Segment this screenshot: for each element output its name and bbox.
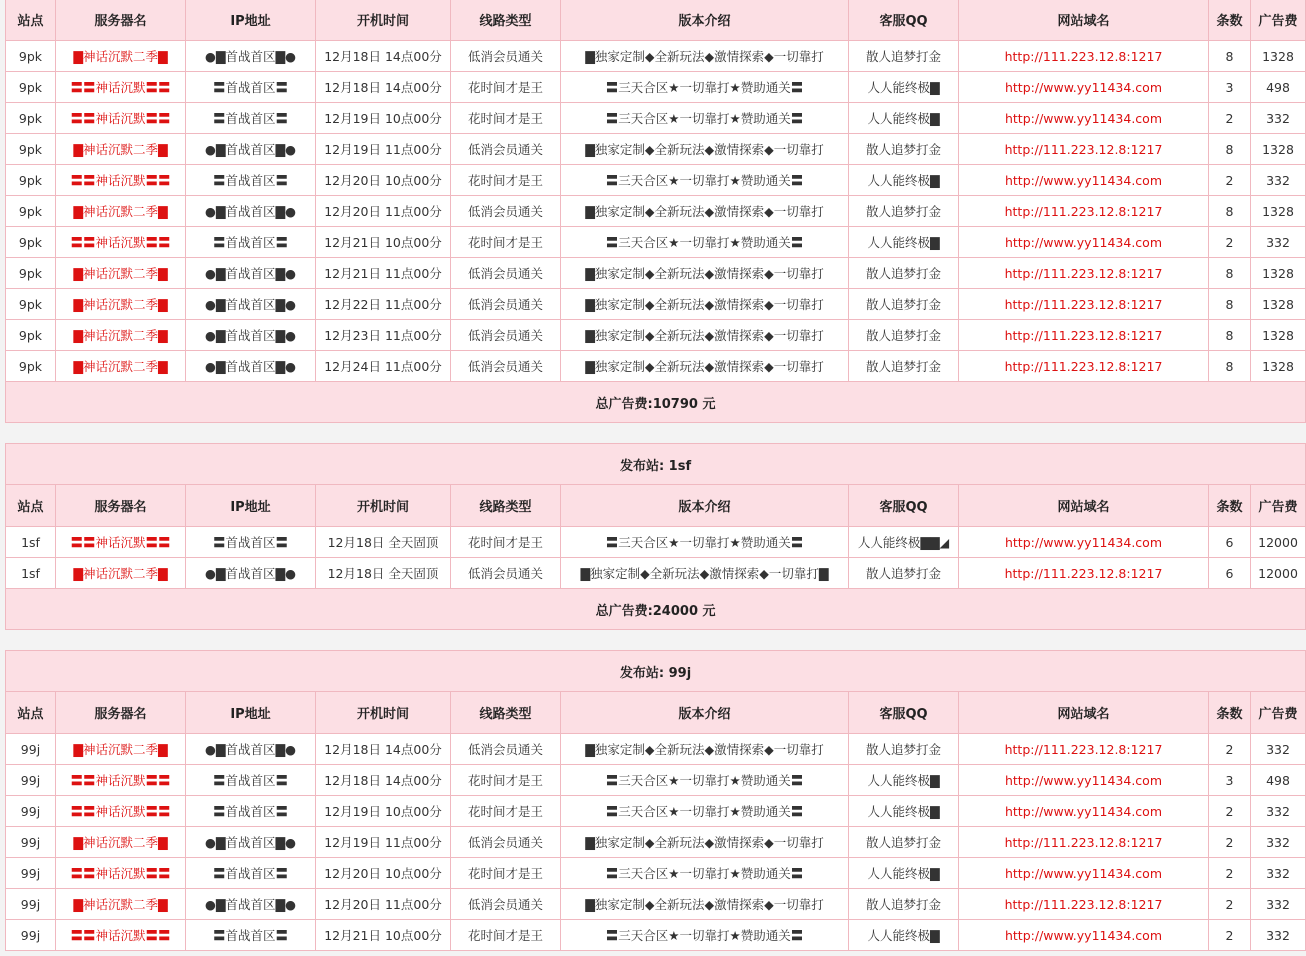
website-link[interactable]: http://www.yy11434.com [959, 796, 1209, 827]
service-qq-cell: 人人能终极▇ [849, 765, 959, 796]
server-name-cell[interactable]: 〓〓神话沉默〓〓 [56, 920, 186, 951]
version-intro-cell: ▇独家定制◆全新玩法◆激情探索◆一切靠打 [561, 734, 849, 765]
website-link[interactable]: http://111.223.12.8:1217 [959, 41, 1209, 72]
website-link[interactable]: http://111.223.12.8:1217 [959, 827, 1209, 858]
service-qq-cell: 人人能终极▇ [849, 858, 959, 889]
station-title: 发布站: 1sf [6, 444, 1306, 485]
count-cell: 2 [1209, 165, 1251, 196]
line-type-cell: 低消会员通关 [451, 134, 561, 165]
count-cell: 2 [1209, 858, 1251, 889]
ad-fee-cell: 332 [1251, 889, 1306, 920]
site-cell: 9pk [6, 320, 56, 351]
service-qq-cell: 人人能终极▇ [849, 103, 959, 134]
service-qq-cell: 散人追梦打金 [849, 196, 959, 227]
ad-fee-cell: 1328 [1251, 289, 1306, 320]
version-intro-cell: ▇独家定制◆全新玩法◆激情探索◆一切靠打 [561, 827, 849, 858]
station-title-row [6, 444, 1306, 485]
ip-cell: ●▇首战首区▇● [186, 258, 316, 289]
header-row [6, 692, 1306, 734]
service-qq-cell: 散人追梦打金 [849, 289, 959, 320]
website-link[interactable]: http://www.yy11434.com [959, 527, 1209, 558]
website-link[interactable]: http://111.223.12.8:1217 [959, 289, 1209, 320]
ad-fee-cell: 498 [1251, 765, 1306, 796]
table-row [6, 527, 1306, 558]
ad-fee-cell: 12000 [1251, 527, 1306, 558]
ad-fee-cell: 498 [1251, 72, 1306, 103]
service-qq-cell: 人人能终极▇ [849, 227, 959, 258]
open-time-cell: 12月18日 全天固顶 [316, 558, 451, 589]
open-time-cell: 12月20日 11点00分 [316, 196, 451, 227]
ad-fee-cell: 332 [1251, 734, 1306, 765]
version-intro-cell: 〓三天合区★一切靠打★赞助通关〓 [561, 72, 849, 103]
table-row [6, 320, 1306, 351]
count-cell: 2 [1209, 103, 1251, 134]
open-time-cell: 12月19日 11点00分 [316, 134, 451, 165]
column-header: 线路类型 [451, 692, 561, 734]
site-cell: 9pk [6, 258, 56, 289]
line-type-cell: 低消会员通关 [451, 558, 561, 589]
website-link[interactable]: http://www.yy11434.com [959, 765, 1209, 796]
site-cell: 99j [6, 858, 56, 889]
line-type-cell: 低消会员通关 [451, 41, 561, 72]
table-row [6, 827, 1306, 858]
service-qq-cell: 人人能终极▇ [849, 72, 959, 103]
column-header: 客服QQ [849, 0, 959, 41]
column-header: 广告费 [1251, 485, 1306, 527]
column-header: 网站域名 [959, 0, 1209, 41]
line-type-cell: 花时间才是王 [451, 858, 561, 889]
column-header: 广告费 [1251, 692, 1306, 734]
version-intro-cell: 〓三天合区★一切靠打★赞助通关〓 [561, 765, 849, 796]
column-header: 版本介绍 [561, 692, 849, 734]
table-row [6, 889, 1306, 920]
count-cell: 8 [1209, 134, 1251, 165]
table-row [6, 41, 1306, 72]
open-time-cell: 12月18日 14点00分 [316, 72, 451, 103]
line-type-cell: 低消会员通关 [451, 258, 561, 289]
open-time-cell: 12月19日 10点00分 [316, 796, 451, 827]
site-cell: 1sf [6, 558, 56, 589]
table-row [6, 196, 1306, 227]
station-section [5, 650, 1305, 951]
version-intro-cell: 〓三天合区★一切靠打★赞助通关〓 [561, 103, 849, 134]
service-qq-cell: 散人追梦打金 [849, 734, 959, 765]
total-ad-fee: 总广告费:10790 元 [6, 382, 1306, 423]
open-time-cell: 12月19日 11点00分 [316, 827, 451, 858]
station-section [5, 0, 1305, 423]
column-header: 开机时间 [316, 485, 451, 527]
open-time-cell: 12月18日 14点00分 [316, 765, 451, 796]
site-cell: 9pk [6, 289, 56, 320]
column-header: 条数 [1209, 692, 1251, 734]
site-cell: 9pk [6, 41, 56, 72]
open-time-cell: 12月23日 11点00分 [316, 320, 451, 351]
ad-fee-cell: 332 [1251, 227, 1306, 258]
count-cell: 6 [1209, 527, 1251, 558]
line-type-cell: 花时间才是王 [451, 920, 561, 951]
header-row [6, 0, 1306, 41]
server-name-cell[interactable]: ▇神话沉默二季▇ [56, 734, 186, 765]
site-cell: 9pk [6, 196, 56, 227]
ip-cell: ●▇首战首区▇● [186, 134, 316, 165]
line-type-cell: 低消会员通关 [451, 320, 561, 351]
section-gap [0, 423, 1306, 443]
server-name-cell[interactable]: ▇神话沉默二季▇ [56, 320, 186, 351]
website-link[interactable]: http://111.223.12.8:1217 [959, 351, 1209, 382]
server-name-cell[interactable]: ▇神话沉默二季▇ [56, 134, 186, 165]
server-name-cell[interactable]: 〓〓神话沉默〓〓 [56, 165, 186, 196]
ad-fee-cell: 1328 [1251, 196, 1306, 227]
ad-fee-cell: 332 [1251, 858, 1306, 889]
table-row [6, 289, 1306, 320]
table-row [6, 796, 1306, 827]
website-link[interactable]: http://111.223.12.8:1217 [959, 196, 1209, 227]
column-header: 版本介绍 [561, 485, 849, 527]
website-link[interactable]: http://111.223.12.8:1217 [959, 558, 1209, 589]
ad-fee-cell: 12000 [1251, 558, 1306, 589]
website-link[interactable]: http://www.yy11434.com [959, 72, 1209, 103]
server-name-cell[interactable]: 〓〓神话沉默〓〓 [56, 796, 186, 827]
server-name-cell[interactable]: ▇神话沉默二季▇ [56, 196, 186, 227]
ip-cell: ●▇首战首区▇● [186, 558, 316, 589]
version-intro-cell: ▇独家定制◆全新玩法◆激情探索◆一切靠打 [561, 351, 849, 382]
service-qq-cell: 散人追梦打金 [849, 134, 959, 165]
website-link[interactable]: http://www.yy11434.com [959, 920, 1209, 951]
total-ad-fee: 总广告费:24000 元 [6, 589, 1306, 630]
version-intro-cell: ▇独家定制◆全新玩法◆激情探索◆一切靠打 [561, 134, 849, 165]
open-time-cell: 12月22日 11点00分 [316, 289, 451, 320]
column-header: 版本介绍 [561, 0, 849, 41]
ip-cell: ●▇首战首区▇● [186, 196, 316, 227]
version-intro-cell: 〓三天合区★一切靠打★赞助通关〓 [561, 165, 849, 196]
version-intro-cell: 〓三天合区★一切靠打★赞助通关〓 [561, 527, 849, 558]
column-header: IP地址 [186, 0, 316, 41]
count-cell: 3 [1209, 72, 1251, 103]
version-intro-cell: ▇独家定制◆全新玩法◆激情探索◆一切靠打 [561, 41, 849, 72]
ip-cell: ●▇首战首区▇● [186, 734, 316, 765]
ad-fee-cell: 332 [1251, 165, 1306, 196]
station-title: 发布站: 99j [6, 651, 1306, 692]
table-row [6, 258, 1306, 289]
ip-cell: ●▇首战首区▇● [186, 289, 316, 320]
count-cell: 2 [1209, 734, 1251, 765]
ip-cell: 〓首战首区〓 [186, 165, 316, 196]
column-header: 开机时间 [316, 692, 451, 734]
station-title-row [6, 651, 1306, 692]
open-time-cell: 12月20日 11点00分 [316, 889, 451, 920]
ad-fee-cell: 332 [1251, 103, 1306, 134]
count-cell: 2 [1209, 827, 1251, 858]
website-link[interactable]: http://111.223.12.8:1217 [959, 134, 1209, 165]
site-cell: 1sf [6, 527, 56, 558]
table-row [6, 734, 1306, 765]
open-time-cell: 12月20日 10点00分 [316, 858, 451, 889]
ad-fee-cell: 332 [1251, 920, 1306, 951]
count-cell: 2 [1209, 889, 1251, 920]
service-qq-cell: 散人追梦打金 [849, 258, 959, 289]
site-cell: 99j [6, 765, 56, 796]
website-link[interactable]: http://www.yy11434.com [959, 103, 1209, 134]
column-header: 站点 [6, 692, 56, 734]
column-header: 客服QQ [849, 692, 959, 734]
line-type-cell: 花时间才是王 [451, 72, 561, 103]
line-type-cell: 低消会员通关 [451, 351, 561, 382]
website-link[interactable]: http://111.223.12.8:1217 [959, 258, 1209, 289]
ip-cell: ●▇首战首区▇● [186, 320, 316, 351]
ip-cell: 〓首战首区〓 [186, 527, 316, 558]
server-name-cell[interactable]: 〓〓神话沉默〓〓 [56, 527, 186, 558]
count-cell: 2 [1209, 796, 1251, 827]
server-name-cell[interactable]: ▇神话沉默二季▇ [56, 558, 186, 589]
table-row [6, 134, 1306, 165]
table-row [6, 858, 1306, 889]
ip-cell: ●▇首战首区▇● [186, 351, 316, 382]
version-intro-cell: ▇独家定制◆全新玩法◆激情探索◆一切靠打 [561, 320, 849, 351]
site-cell: 99j [6, 827, 56, 858]
website-link[interactable]: http://www.yy11434.com [959, 227, 1209, 258]
open-time-cell: 12月24日 11点00分 [316, 351, 451, 382]
line-type-cell: 低消会员通关 [451, 289, 561, 320]
ad-fee-cell: 1328 [1251, 41, 1306, 72]
line-type-cell: 花时间才是王 [451, 527, 561, 558]
open-time-cell: 12月20日 10点00分 [316, 165, 451, 196]
column-header: 站点 [6, 0, 56, 41]
website-link[interactable]: http://www.yy11434.com [959, 858, 1209, 889]
version-intro-cell: ▇独家定制◆全新玩法◆激情探索◆一切靠打 [561, 258, 849, 289]
open-time-cell: 12月18日 全天固顶 [316, 527, 451, 558]
site-cell: 9pk [6, 351, 56, 382]
ad-fee-cell: 332 [1251, 796, 1306, 827]
column-header: IP地址 [186, 485, 316, 527]
site-cell: 99j [6, 796, 56, 827]
ad-fee-cell: 1328 [1251, 320, 1306, 351]
site-cell: 99j [6, 920, 56, 951]
line-type-cell: 花时间才是王 [451, 765, 561, 796]
server-name-cell[interactable]: ▇神话沉默二季▇ [56, 258, 186, 289]
open-time-cell: 12月18日 14点00分 [316, 41, 451, 72]
server-name-cell[interactable]: ▇神话沉默二季▇ [56, 889, 186, 920]
column-header: 条数 [1209, 485, 1251, 527]
line-type-cell: 花时间才是王 [451, 796, 561, 827]
version-intro-cell: 〓三天合区★一切靠打★赞助通关〓 [561, 920, 849, 951]
service-qq-cell: 人人能终极▇▇◢ [849, 527, 959, 558]
count-cell: 8 [1209, 196, 1251, 227]
ip-cell: 〓首战首区〓 [186, 765, 316, 796]
version-intro-cell: ▇独家定制◆全新玩法◆激情探索◆一切靠打▇ [561, 558, 849, 589]
ad-fee-cell: 1328 [1251, 351, 1306, 382]
line-type-cell: 低消会员通关 [451, 734, 561, 765]
table-row [6, 920, 1306, 951]
count-cell: 8 [1209, 320, 1251, 351]
line-type-cell: 低消会员通关 [451, 827, 561, 858]
column-header: 网站域名 [959, 485, 1209, 527]
ad-table [5, 650, 1306, 951]
column-header: 线路类型 [451, 485, 561, 527]
site-cell: 9pk [6, 103, 56, 134]
version-intro-cell: 〓三天合区★一切靠打★赞助通关〓 [561, 796, 849, 827]
ad-table [5, 443, 1306, 630]
section-gap [0, 630, 1306, 650]
line-type-cell: 花时间才是王 [451, 103, 561, 134]
open-time-cell: 12月21日 10点00分 [316, 920, 451, 951]
ip-cell: 〓首战首区〓 [186, 72, 316, 103]
website-link[interactable]: http://111.223.12.8:1217 [959, 889, 1209, 920]
station-section [5, 443, 1305, 630]
table-row [6, 72, 1306, 103]
open-time-cell: 12月21日 10点00分 [316, 227, 451, 258]
ip-cell: ●▇首战首区▇● [186, 41, 316, 72]
service-qq-cell: 散人追梦打金 [849, 558, 959, 589]
column-header: 服务器名 [56, 485, 186, 527]
table-row [6, 165, 1306, 196]
version-intro-cell: ▇独家定制◆全新玩法◆激情探索◆一切靠打 [561, 196, 849, 227]
open-time-cell: 12月18日 14点00分 [316, 734, 451, 765]
column-header: 条数 [1209, 0, 1251, 41]
ad-fee-cell: 1328 [1251, 134, 1306, 165]
count-cell: 8 [1209, 41, 1251, 72]
service-qq-cell: 散人追梦打金 [849, 320, 959, 351]
version-intro-cell: ▇独家定制◆全新玩法◆激情探索◆一切靠打 [561, 289, 849, 320]
site-cell: 99j [6, 734, 56, 765]
count-cell: 8 [1209, 289, 1251, 320]
service-qq-cell: 人人能终极▇ [849, 796, 959, 827]
version-intro-cell: 〓三天合区★一切靠打★赞助通关〓 [561, 227, 849, 258]
count-cell: 2 [1209, 920, 1251, 951]
ad-fee-cell: 332 [1251, 827, 1306, 858]
table-row [6, 103, 1306, 134]
ip-cell: 〓首战首区〓 [186, 103, 316, 134]
line-type-cell: 花时间才是王 [451, 227, 561, 258]
line-type-cell: 低消会员通关 [451, 889, 561, 920]
website-link[interactable]: http://111.223.12.8:1217 [959, 320, 1209, 351]
service-qq-cell: 人人能终极▇ [849, 165, 959, 196]
site-cell: 9pk [6, 72, 56, 103]
column-header: 服务器名 [56, 0, 186, 41]
open-time-cell: 12月21日 11点00分 [316, 258, 451, 289]
table-row [6, 765, 1306, 796]
count-cell: 8 [1209, 258, 1251, 289]
column-header: IP地址 [186, 692, 316, 734]
ip-cell: 〓首战首区〓 [186, 227, 316, 258]
server-name-cell[interactable]: 〓〓神话沉默〓〓 [56, 72, 186, 103]
column-header: 线路类型 [451, 0, 561, 41]
header-row [6, 485, 1306, 527]
ip-cell: 〓首战首区〓 [186, 920, 316, 951]
ip-cell: 〓首战首区〓 [186, 858, 316, 889]
column-header: 客服QQ [849, 485, 959, 527]
server-name-cell[interactable]: 〓〓神话沉默〓〓 [56, 227, 186, 258]
line-type-cell: 低消会员通关 [451, 196, 561, 227]
site-cell: 9pk [6, 165, 56, 196]
count-cell: 8 [1209, 351, 1251, 382]
column-header: 开机时间 [316, 0, 451, 41]
column-header: 网站域名 [959, 692, 1209, 734]
service-qq-cell: 人人能终极▇ [849, 920, 959, 951]
server-name-cell[interactable]: 〓〓神话沉默〓〓 [56, 858, 186, 889]
service-qq-cell: 散人追梦打金 [849, 351, 959, 382]
column-header: 站点 [6, 485, 56, 527]
site-cell: 9pk [6, 134, 56, 165]
total-row [6, 382, 1306, 423]
count-cell: 3 [1209, 765, 1251, 796]
column-header: 广告费 [1251, 0, 1306, 41]
ad-table [5, 0, 1306, 423]
version-intro-cell: ▇独家定制◆全新玩法◆激情探索◆一切靠打 [561, 889, 849, 920]
ip-cell: ●▇首战首区▇● [186, 827, 316, 858]
server-name-cell[interactable]: ▇神话沉默二季▇ [56, 41, 186, 72]
column-header: 服务器名 [56, 692, 186, 734]
service-qq-cell: 散人追梦打金 [849, 827, 959, 858]
service-qq-cell: 散人追梦打金 [849, 41, 959, 72]
open-time-cell: 12月19日 10点00分 [316, 103, 451, 134]
table-row [6, 558, 1306, 589]
website-link[interactable]: http://www.yy11434.com [959, 165, 1209, 196]
server-name-cell[interactable]: 〓〓神话沉默〓〓 [56, 765, 186, 796]
count-cell: 6 [1209, 558, 1251, 589]
table-row [6, 351, 1306, 382]
service-qq-cell: 散人追梦打金 [849, 889, 959, 920]
count-cell: 2 [1209, 227, 1251, 258]
server-name-cell[interactable]: ▇神话沉默二季▇ [56, 827, 186, 858]
server-name-cell[interactable]: ▇神话沉默二季▇ [56, 289, 186, 320]
table-row [6, 227, 1306, 258]
ip-cell: 〓首战首区〓 [186, 796, 316, 827]
server-name-cell[interactable]: ▇神话沉默二季▇ [56, 351, 186, 382]
ip-cell: ●▇首战首区▇● [186, 889, 316, 920]
ad-fee-cell: 1328 [1251, 258, 1306, 289]
site-cell: 9pk [6, 227, 56, 258]
version-intro-cell: 〓三天合区★一切靠打★赞助通关〓 [561, 858, 849, 889]
site-cell: 99j [6, 889, 56, 920]
website-link[interactable]: http://111.223.12.8:1217 [959, 734, 1209, 765]
line-type-cell: 花时间才是王 [451, 165, 561, 196]
server-name-cell[interactable]: 〓〓神话沉默〓〓 [56, 103, 186, 134]
total-row [6, 589, 1306, 630]
